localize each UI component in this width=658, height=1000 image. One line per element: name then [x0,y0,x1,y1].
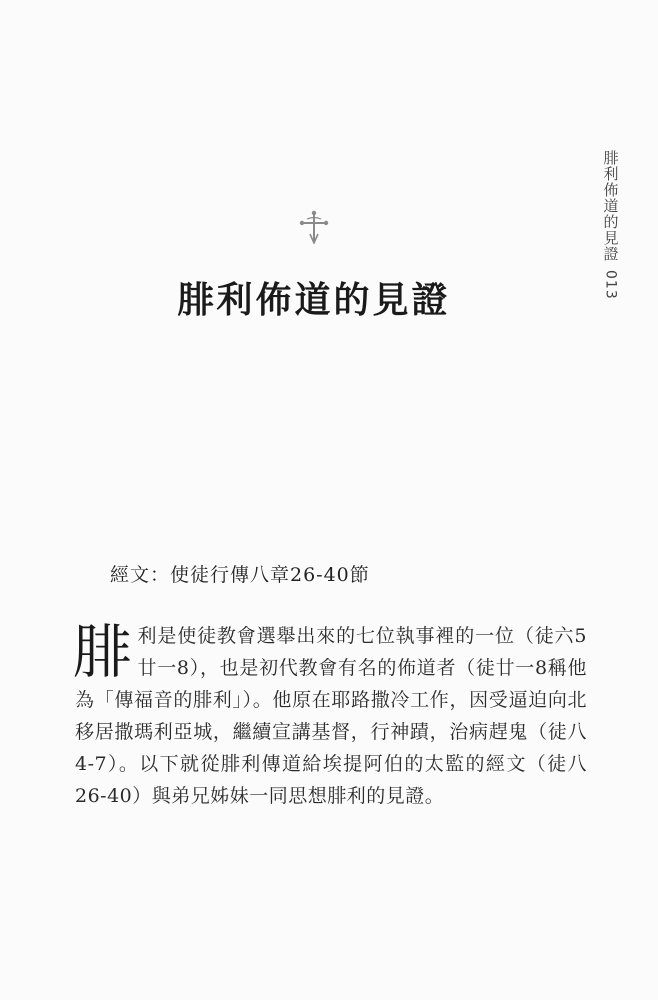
chapter-title: 腓利佈道的見證 [177,280,451,321]
running-head-title: 腓利佈道的見證 [601,150,620,262]
drop-cap: 腓 [73,618,132,686]
body-paragraph [75,620,587,812]
paragraph-text: 利是使徒教會選舉出來的七位執事裡的一位（徒六5廿一8），也是初代教會有名的佈道者（徒廿一8稱他為「傳福音的腓利」）。他原在耶路撒冷工作，因受逼迫向北移居撒瑪利亞城，繼續宣講基督，行神蹟，治病趕鬼（徒八4-7）。以下就從腓利傳道給埃提阿伯的太監的經文（徒八26-40）與弟兄姊妹一同思想腓利的見證。 [75,625,587,807]
page-number: 013 [602,270,619,300]
cross-ornament-icon [299,210,329,244]
scripture-reference: 經文：使徒行傳八章26-40節 [110,564,370,586]
